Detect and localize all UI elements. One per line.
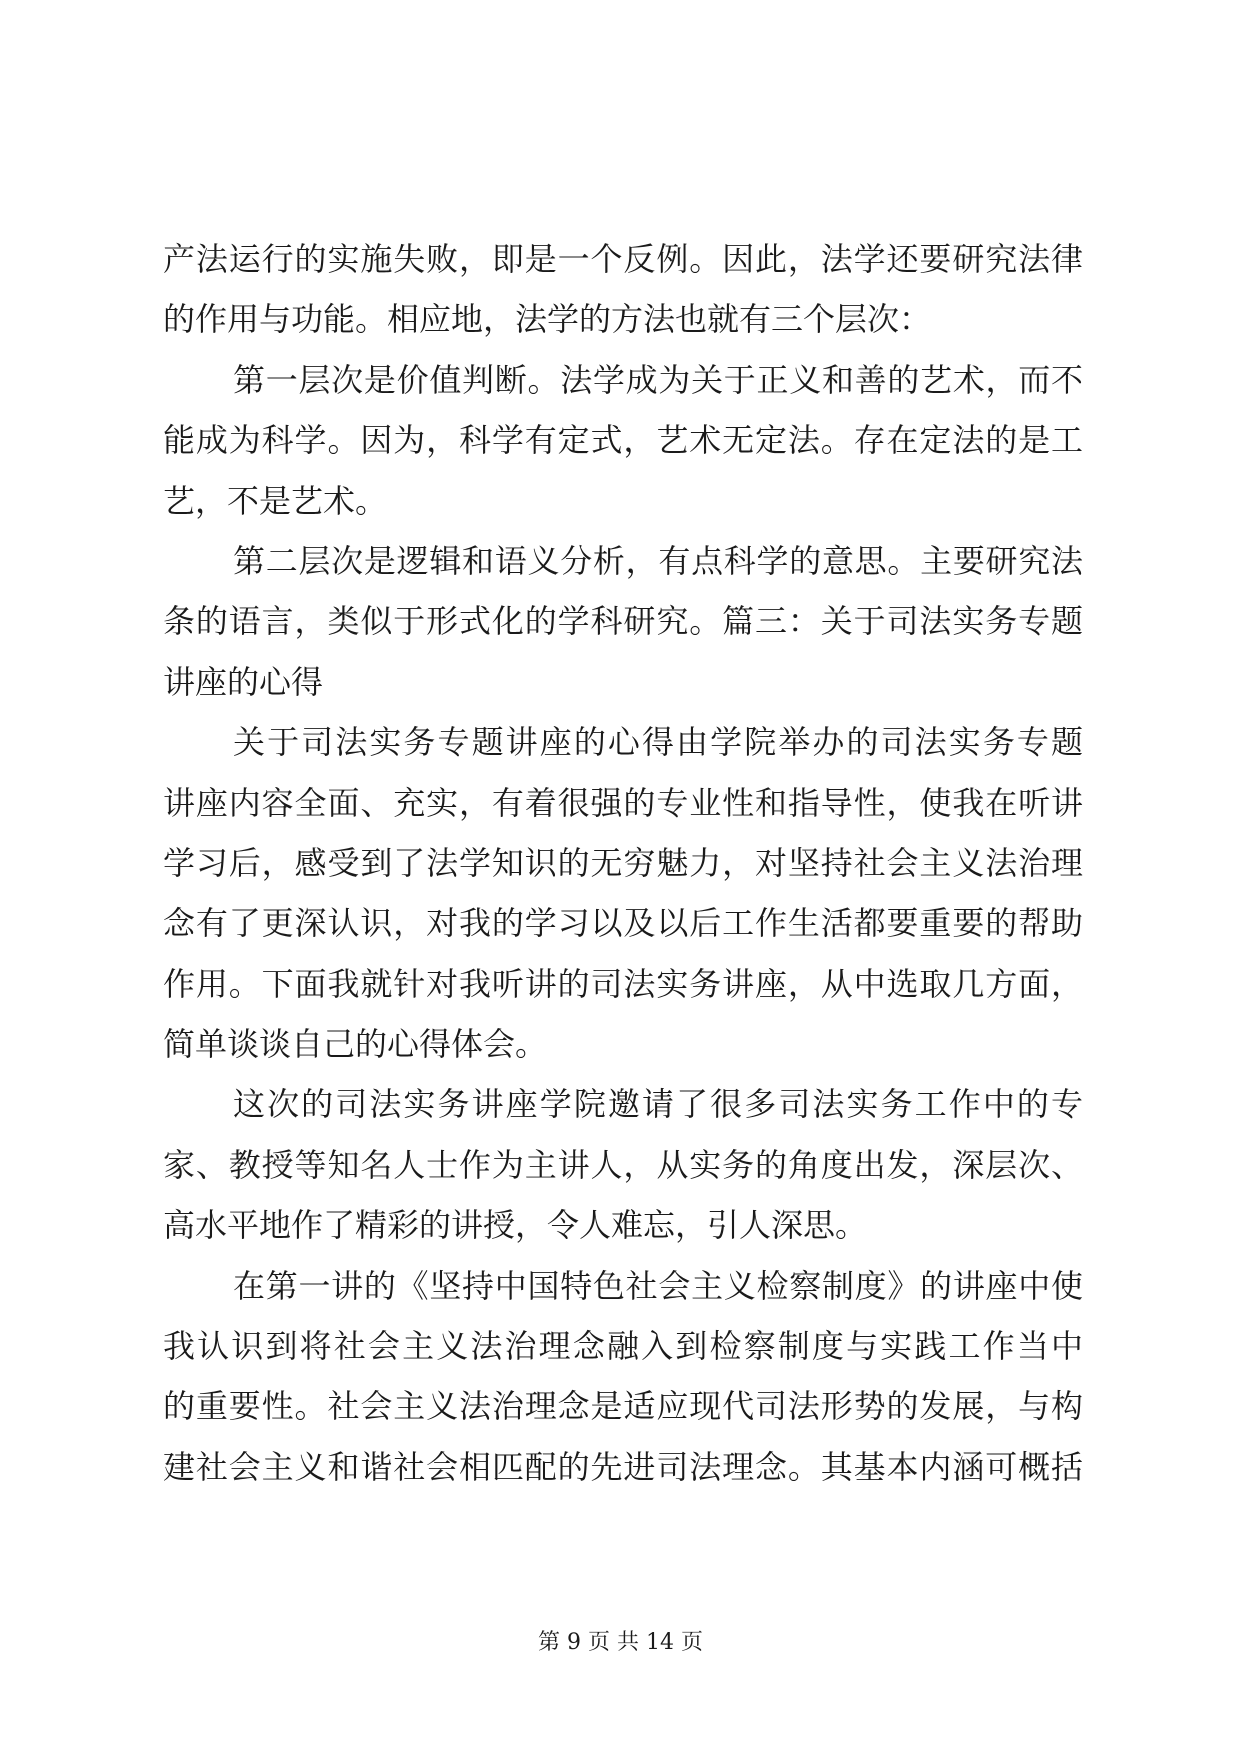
text-line: 条的语言，类似于形式化的学科研究。篇三：关于司法实务专题 <box>163 602 1083 641</box>
text-line: 高水平地作了精彩的讲授，令人难忘，引人深思。 <box>163 1206 868 1245</box>
text-line: 这次的司法实务讲座学院邀请了很多司法实务工作中的专 <box>233 1085 1083 1124</box>
text-line: 关于司法实务专题讲座的心得由学院举办的司法实务专题 <box>233 723 1083 762</box>
text-line: 讲座的心得 <box>163 662 324 701</box>
text-line: 作用。下面我就针对我听讲的司法实务讲座，从中选取几方面， <box>163 964 1083 1003</box>
text-line: 在第一讲的《坚持中国特色社会主义检察制度》的讲座中使 <box>233 1266 1083 1305</box>
text-line: 我认识到将社会主义法治理念融入到检察制度与实践工作当中 <box>163 1327 1083 1366</box>
text-line: 第一层次是价值判断。法学成为关于正义和善的艺术，而不 <box>233 360 1083 399</box>
text-line: 能成为科学。因为，科学有定式，艺术无定法。存在定法的是工 <box>163 421 1083 460</box>
text-line: 念有了更深认识，对我的学习以及以后工作生活都要重要的帮助 <box>163 904 1083 943</box>
text-line: 家、教授等知名人士作为主讲人，从实务的角度出发，深层次、 <box>163 1145 1083 1184</box>
text-line: 艺，不是艺术。 <box>163 481 388 520</box>
text-line: 的重要性。社会主义法治理念是适应现代司法形势的发展，与构 <box>163 1387 1083 1426</box>
text-line: 讲座内容全面、充实，有着很强的专业性和指导性，使我在听讲 <box>163 783 1083 822</box>
text-line: 的作用与功能。相应地，法学的方法也就有三个层次： <box>163 300 932 339</box>
text-line: 第二层次是逻辑和语义分析，有点科学的意思。主要研究法 <box>233 541 1083 580</box>
body-text <box>163 229 1083 1497</box>
text-line: 简单谈谈自己的心得体会。 <box>163 1025 548 1064</box>
text-line: 学习后，感受到了法学知识的无穷魅力，对坚持社会主义法治理 <box>163 843 1083 882</box>
text-line: 产法运行的实施失败，即是一个反例。因此，法学还要研究法律 <box>163 240 1083 278</box>
text-line: 建社会主义和谐社会相匹配的先进司法理念。其基本内涵可概括 <box>163 1447 1083 1486</box>
page-footer: 第 9 页 共 14 页 <box>538 1630 703 1655</box>
